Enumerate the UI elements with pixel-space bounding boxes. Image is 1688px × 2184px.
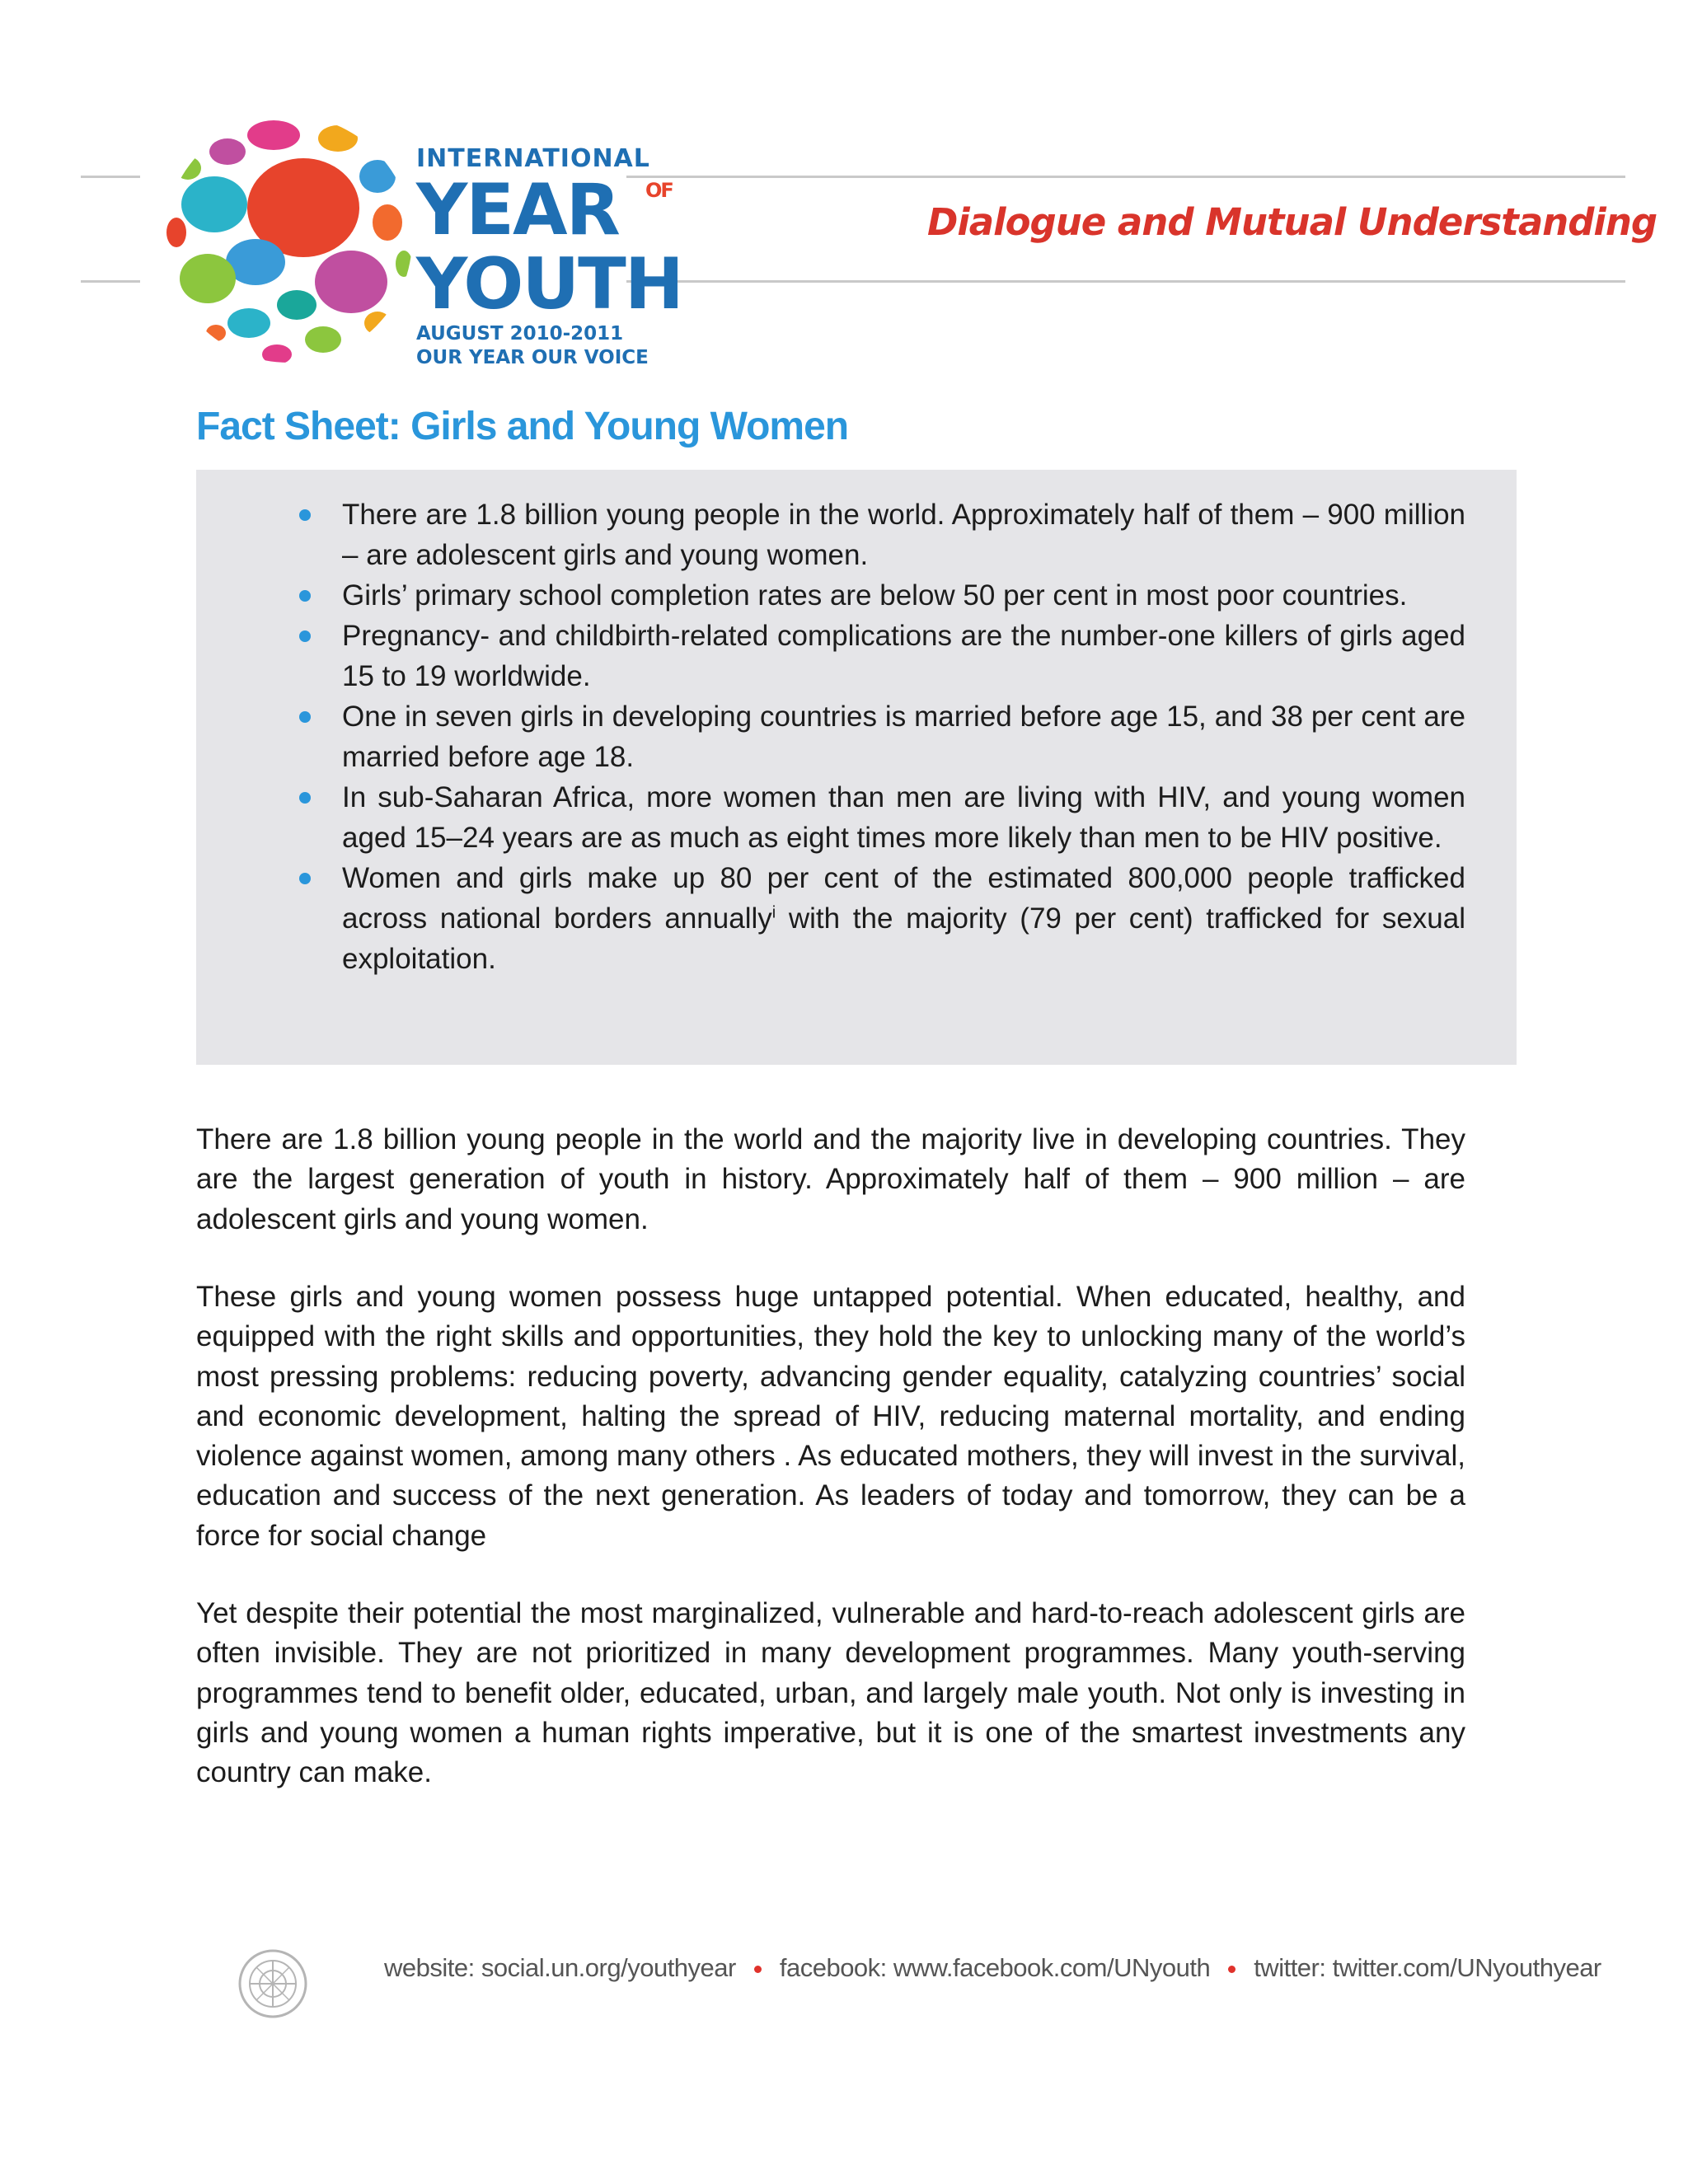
logo-line-youth: YOUTH [416,243,682,326]
footer-links [384,1953,1601,1983]
fact-item: In sub-Saharan Africa, more women than men are living with HIV, and young women aged 15–24 years are as much as eight times more likely than men to be HIV positive. [342,777,1465,858]
speech-bubble [181,176,247,232]
fact-list [342,494,1465,979]
body-paragraph: These girls and young women possess huge untapped potential. When educated, healthy, and equipped with the right skills and opportunities, they hold the key to unlocking many of the world’s most pressing problems: reducing poverty, advancing gender equality, catalyzing countries’ social and economic development, halting the spread of HIV, reducing maternal mortality, and ending violence against women, among many others . As educated mothers, they will invest in the survival, education and success of the next generation. As leaders of today and tomorrow, they can be a force for social change [196,1281,1465,1552]
speech-bubble [247,120,300,150]
fact-box [196,470,1517,1065]
body-paragraph: Yet despite their potential the most marginalized, vulnerable and hard-to-reach adolescent girls are often invisible. They are not prioritized in many development programmes. Many youth-serving programmes tend to benefit older, educated, urban, and largely male youth. Not only is investing in girls and young women a human rights imperative, but it is one of the smartest investments any country can make. [196,1597,1465,1789]
header-tagline: Dialogue and Mutual Understanding [927,200,1658,244]
speech-bubble [318,125,358,152]
fact-item: One in seven girls in developing countries is married before age 15, and 38 per cent are married before age 18. [342,696,1465,777]
speech-bubble [364,312,391,335]
footer-separator-dot [1228,1966,1236,1973]
body-paragraph: There are 1.8 billion young people in the world and the majority live in developing countries. They are the largest generation of youth in history. Approximately half of them – 900 million – are adolescent girls and young women. [196,1123,1465,1235]
speech-bubble [315,251,387,313]
page-title: Fact Sheet: Girls and Young Women [196,405,849,448]
speech-bubble [166,218,186,247]
logo-line-dates: AUGUST 2010-2011 [416,323,624,344]
speech-bubble [277,290,316,320]
logo-line-year: YEAR OF [416,169,673,251]
speech-bubble [209,138,246,165]
speech-bubble [175,157,201,180]
footer-separator-dot [754,1966,762,1973]
speech-bubble [396,251,412,277]
header-rule-right-top [626,176,1625,178]
speech-bubble [227,308,270,338]
speech-bubble [206,325,226,341]
logo-wordmark [416,144,682,368]
fact-item: Women and girls make up 80 per cent of the estimated 800,000 people trafficked across national borders annually$^i$ with the majority (79 per cent) trafficked for sexual exploitation. [342,858,1465,979]
footer-facebook-link[interactable]: facebook: www.facebook.com/UNyouth [779,1953,1211,1982]
speech-bubble [373,204,402,241]
year-of-youth-logo-globe [157,107,420,371]
logo-of: OF [645,179,673,202]
footer-twitter-link[interactable]: twitter: twitter.com/UNyouthyear [1254,1953,1601,1982]
speech-bubble [262,344,292,364]
footer-website-link[interactable]: website: social.un.org/youthyear [384,1953,736,1982]
speech-bubble [180,254,236,303]
logo-line-voice: OUR YEAR OUR VOICE [416,347,649,368]
fact-item: Pregnancy- and childbirth-related complications are the number-one killers of girls aged 15 to 19 worldwide. [342,616,1465,696]
header-rule-left-bottom [81,280,140,283]
fact-item: Girls’ primary school completion rates are below 50 per cent in most poor countries. [342,575,1465,616]
footnote-marker[interactable]: i [771,903,776,922]
header-rule-right-bottom [626,280,1625,283]
un-emblem-icon [237,1948,308,2019]
header-rule-left-top [81,176,140,178]
fact-item: There are 1.8 billion young people in the world. Approximately half of them – 900 million – are adolescent girls and young women. [342,494,1465,575]
logo-line-international: INTERNATIONAL [416,144,650,173]
speech-bubble [351,349,374,363]
speech-bubble [305,326,341,353]
speech-bubble [359,160,396,193]
